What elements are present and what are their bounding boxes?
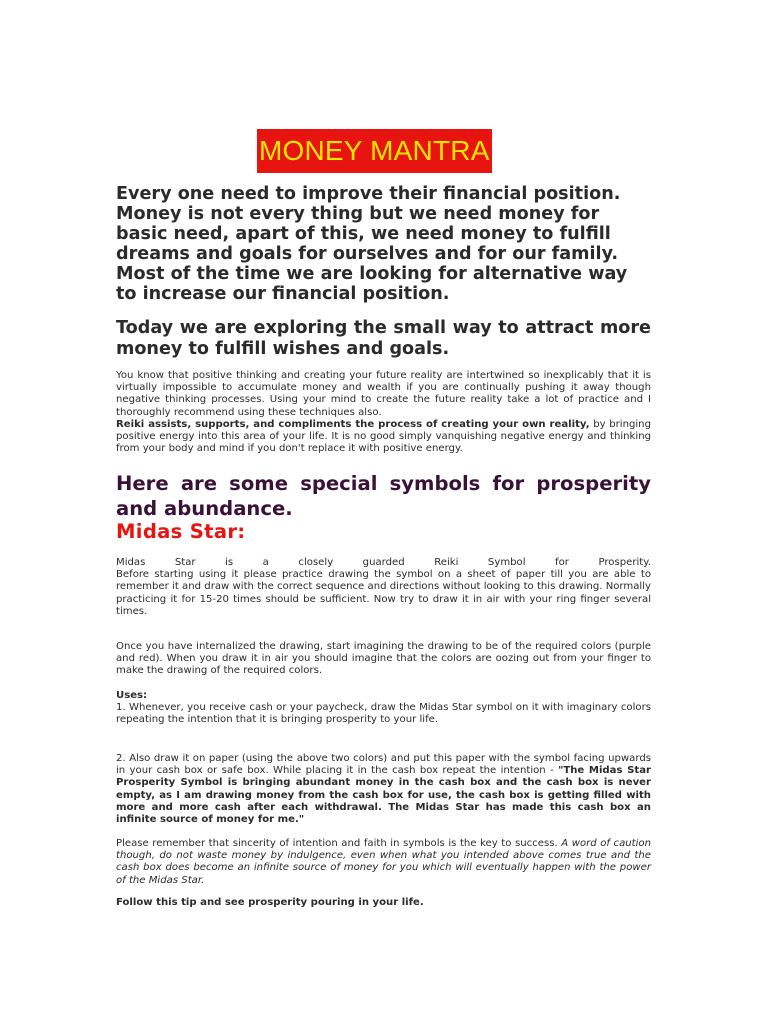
internalized-paragraph: Once you have internalized the drawing, start imagining the drawing to be of the required colors (purple and red). When you draw it in air you should imagine that the colors are oozing out from your finger to make the drawing of the required colors. xyxy=(116,641,651,677)
lead-paragraph: Every one need to improve their financial position. Money is not every thing but we need money for basic need, apart of this, we need money to fulfill dreams and goals for ourselves and for our family. Most of the time we are looking for alternative way to increase our financial position. xyxy=(116,184,628,304)
uses-label: Uses: xyxy=(116,690,148,701)
uses-item-2-plain: 2. Also draw it on paper (using the above two colors) and put this paper with the symbol facing upwards in your cash box or safe box. While placing it in the cash box repeat the intention - xyxy=(116,753,651,777)
midas-intro xyxy=(116,557,651,618)
midas-heading: Midas Star: xyxy=(116,520,246,543)
closing-line: Follow this tip and see prosperity pouring in your life. xyxy=(116,897,424,908)
reiki-paragraph xyxy=(116,419,651,456)
uses-item-1: 1. Whenever, you receive cash or your paycheck, draw the Midas Star symbol on it with imaginary colors repeating the intention that it is bringing prosperity to your life. xyxy=(116,702,651,726)
page-title: MONEY MANTRA xyxy=(257,129,492,173)
sincerity-plain: Please remember that sincerity of intention and faith in symbols is the key to success. xyxy=(116,838,562,849)
uses-item-2-bold: "The Midas Star Prosperity Symbol is bringing abundant money in the cash box and the cash box is never empty, as I am drawing money from the cash box for use, the cash box is getting filled with more and more cash after each withdrawal. The Midas Star has made this cash box an infinite source of money for me." xyxy=(116,765,651,826)
symbols-heading: Here are some special symbols for prosperity and abundance. xyxy=(116,472,651,520)
intro-paragraph: You know that positive thinking and creating your future reality are intertwined so inexplicably that it is virtually impossible to accumulate money and wealth if you are continually pushing it away though negative thinking processes. Using your mind to create the future reality take a lot of practice and I thoroughly recommend using these techniques also. xyxy=(116,370,651,418)
reiki-bold-text: Reiki assists, supports, and compliments the process of creating your own reality, xyxy=(116,418,590,430)
lead-paragraph-2: Today we are exploring the small way to attract more money to fulfill wishes and goals. xyxy=(116,318,651,359)
reiki-rest-text: by bringing positive energy into this area of your life. It is no good simply vanquishing negative energy and thinking from your body and mind if you don't replace it with positive energy. xyxy=(116,418,651,455)
midas-intro-line1: Midas Star is a closely guarded Reiki Symbol for Prosperity. xyxy=(116,557,651,568)
sincerity-italic: A word of caution though, do not waste money by indulgence, even when what you intended above comes true and the cash box does become an infinite source of money for you which will eventually happen with the power of the Midas Star. xyxy=(116,838,651,886)
sincerity-paragraph xyxy=(116,838,651,887)
midas-intro-rest: Before starting using it please practice drawing the symbol on a sheet of paper till you are able to remember it and draw with the correct sequence and directions without looking to this drawing. Normally practicing it for 15-20 times should be sufficient. Now try to draw it in air with your ring finger several times. xyxy=(116,569,651,617)
uses-item-2 xyxy=(116,753,651,826)
title-wrap xyxy=(257,129,492,173)
intro-block xyxy=(116,370,651,455)
uses-block xyxy=(116,690,651,727)
